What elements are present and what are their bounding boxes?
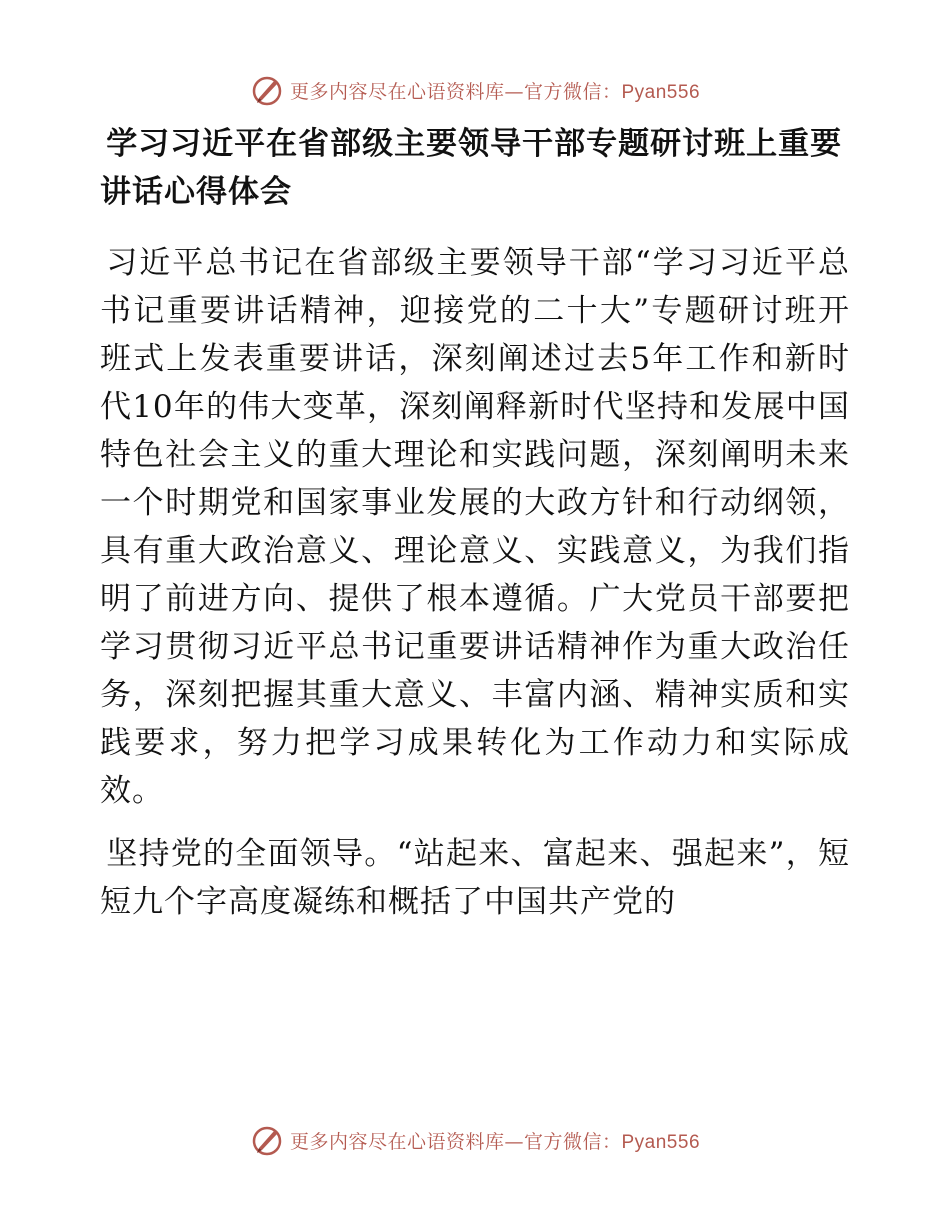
watermark-site-name: 更多内容尽在心语资料库 [289, 1130, 505, 1153]
watermark-text [290, 1127, 700, 1154]
footer-watermark [0, 1120, 950, 1160]
quill-pen-logo-icon [250, 1123, 284, 1157]
watermark-dash: — [504, 1130, 524, 1153]
quill-pen-logo-icon [250, 73, 284, 107]
header-watermark [0, 70, 950, 110]
paragraph-1: 习近平总书记在省部级主要领导干部“学习习近平总书记重要讲话精神，迎接党的二十大”专题研讨班开班式上发表重要讲话，深刻阐述过去5年工作和新时代10年的伟大变革，深刻阐释新时代坚持和发展中国特色社会主义的重大理论和实践问题，深刻阐明未来一个时期党和国家事业发展的大政方针和行动纲领，具有重大政治意义、理论意义、实践意义，为我们指明了前进方向、提供了根本遵循。广大党员干部要把学习贯彻习近平总书记重要讲话精神作为重大政治任务，深刻把握其重大意义、丰富内涵、精神实质和实践要求，努力把学习成果转化为工作动力和实际成效。 [100, 245, 850, 809]
watermark-wechat-label: 官方微信： [523, 80, 622, 103]
watermark-wechat-label: 官方微信： [523, 1130, 622, 1153]
watermark-wechat-id: Pyan556 [621, 81, 701, 103]
paragraph-2: 坚持党的全面领导。“站起来、富起来、强起来”，短短九个字高度凝练和概括了中国共产党的 [100, 836, 850, 920]
watermark-site-name: 更多内容尽在心语资料库 [289, 80, 505, 103]
watermark-dash: — [504, 80, 524, 103]
watermark-wechat-id: Pyan556 [621, 1131, 701, 1153]
document-title: 学习习近平在省部级主要领导干部专题研讨班上重要讲话心得体会 [100, 126, 843, 210]
document-body [100, 120, 850, 926]
watermark-text [290, 77, 700, 104]
